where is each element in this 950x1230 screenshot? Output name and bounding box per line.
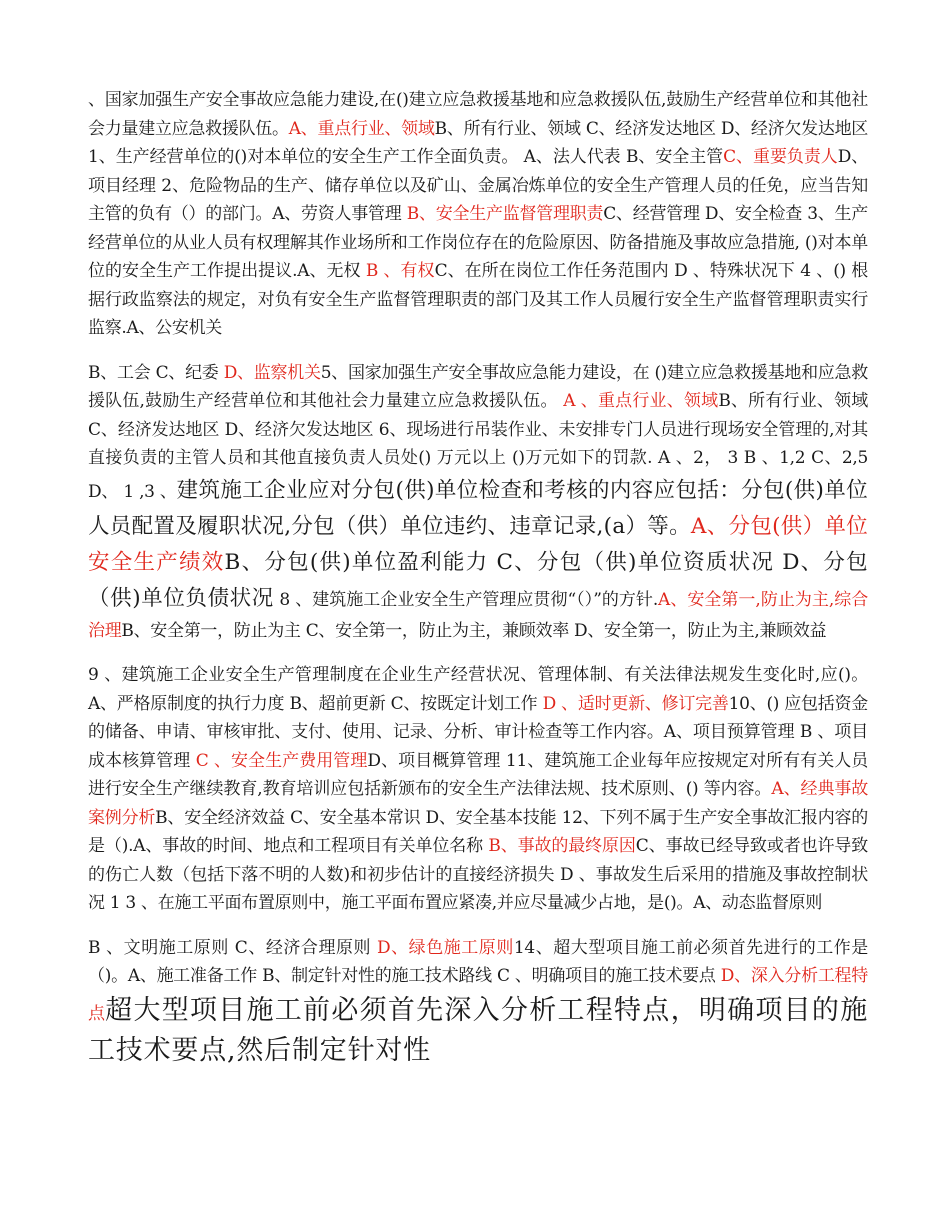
answer-highlight: B、安全生产监督管理职责	[406, 204, 604, 224]
answer-highlight: C、重要负责人	[723, 147, 838, 167]
answer-highlight: A、安全第一,防止为主,综合治理	[88, 589, 868, 641]
question-text: C、在所在岗位工作任务范围内 D 、特殊状况下 4 、() 根据行政监察法的规定，对负有安全生产监督管理职责的部门及其工作人员履行安全生产监督管理职责实行监察.A、公安机关	[88, 261, 869, 338]
question-text: 、国家加强生产安全事故应急能力建设,在()建立应急救援基地和应急救援队伍,鼓励生产经营单位和其他社会力量建立应急救援队伍。	[88, 90, 868, 139]
paragraph-3	[88, 661, 868, 918]
summary-text-large: 超大型项目施工前必须首先深入分析工程特点，明确项目的施工技术要点,然后制定针对性	[88, 994, 868, 1066]
answer-highlight: B、事故的最终原因	[488, 836, 636, 856]
answer-highlight-large: A、分包(供）单位安全生产绩效	[88, 513, 869, 575]
question-text: B、工会 C、纪委	[88, 362, 224, 383]
question-text: B、安全经济效益 C、安全基本常识 D、安全基本技能 12、下列不属于生产安全事故汇报内容的是（).A、事故的时间、地点和工程项目有关单位名称	[88, 807, 868, 856]
question-text: B、所有行业、领域 C、经济发达地区 D、经济欠发达地区 1、生产经营单位的()对本单位的安全生产工作全面负责。 A、法人代表 B、安全主管	[88, 118, 869, 167]
question-text: B、安全第一，防止为主 C、安全第一，防止为主，兼顾效率 D、安全第一，防止为主,兼顾效益	[121, 620, 827, 641]
answer-highlight: B 、有权	[365, 261, 435, 281]
paragraph-1	[88, 86, 868, 343]
answer-highlight: D 、适时更新、修订完善	[542, 693, 729, 714]
answer-highlight: D、监察机关	[223, 362, 321, 383]
answer-highlight: A、重点行业、领域	[288, 118, 435, 139]
question-text-large: B、分包(供)单位盈利能力 C、分包（供)单位资质状况 D、分包（供)单位负债状况	[88, 549, 868, 611]
answer-highlight: A、经典事故案例分析	[88, 779, 868, 828]
question-text: B、所有行业、领域 C、经济发达地区 D、经济欠发达地区 6、现场进行吊装作业、未安排专门人员进行现场安全管理的,对其直接负责的主管人员和其他直接负责人员处() 万元以上 ()万元如下的罚款. A 、2， 3 B 、1,2 C、2,5 D、 1 ,3 、	[88, 391, 869, 502]
document-page	[88, 86, 868, 1087]
question-text: B 、文明施工原则 C、经济合理原则	[88, 937, 377, 958]
question-text: 8 、建筑施工企业安全生产管理应贯彻“（）”的方针.	[273, 589, 659, 610]
answer-highlight: C 、安全生产费用管理	[195, 750, 368, 771]
question-text: 10、() 应包括资金的储备、申请、审核审批、支付、使用、记录、分析、审计检查等工作内容。A、项目预算管理 B 、项目成本核算管理	[88, 693, 868, 771]
paragraph-4	[88, 934, 868, 1071]
question-text: C、事故已经导致或者也许导致的伤亡人数（包括下落不明的人数)和初步估计的直接经济损失 D 、事故发生后采用的措施及事故控制状况 1 3 、在施工平面布置原则中，施工平面布置应紧凑,并应尽量减少占地，是()。A、动态监督原则	[88, 836, 868, 913]
question-text: D、项目概算管理 11、建筑施工企业每年应按规定对所有有关人员进行安全生产继续教育,教育培训应包括新颁布的安全生产法律法规、技术原则、() 等内容。	[88, 750, 868, 799]
question-text: C、经营管理 D、安全检查 3、生产经营单位的从业人员有权理解其作业场所和工作岗位存在的危险原因、防备措施及事故应急措施, ()对本单位的安全生产工作提出提议.A、无权	[88, 204, 868, 281]
answer-highlight: A 、重点行业、领域	[563, 391, 719, 411]
answer-highlight: D、绿色施工原则	[376, 937, 514, 958]
paragraph-2	[88, 359, 868, 646]
question-text-large: 建筑施工企业应对分包(供)单位检查和考核的内容应包括：分包(供)单位人员配置及履职状况,分包（供）单位违约、违章记录,(a）等。	[88, 477, 868, 539]
question-text: 5、国家加强生产安全事故应急能力建设，在 ()建立应急救援基地和应急救援队伍,鼓励生产经营单位和其他社会力量建立应急救援队伍。	[88, 362, 868, 411]
question-text: 9 、建筑施工企业安全生产管理制度在企业生产经营状况、管理体制、有关法律法规发生变化时,应()。A、严格原制度的执行力度 B、超前更新 C、按既定计划工作	[88, 665, 868, 714]
answer-highlight: D、深入分析工程特点	[88, 966, 868, 1024]
question-text: D、项目经理 2、危险物品的生产、储存单位以及矿山、金属冶炼单位的安全生产管理人员的任免，应当告知主管的负有（）的部门。A、劳资人事管理	[88, 147, 869, 224]
question-text: 14、超大型项目施工前必须首先进行的工作是（)。A、施工准备工作 B、制定针对性的施工技术路线 C 、明确项目的施工技术要点	[88, 937, 869, 986]
